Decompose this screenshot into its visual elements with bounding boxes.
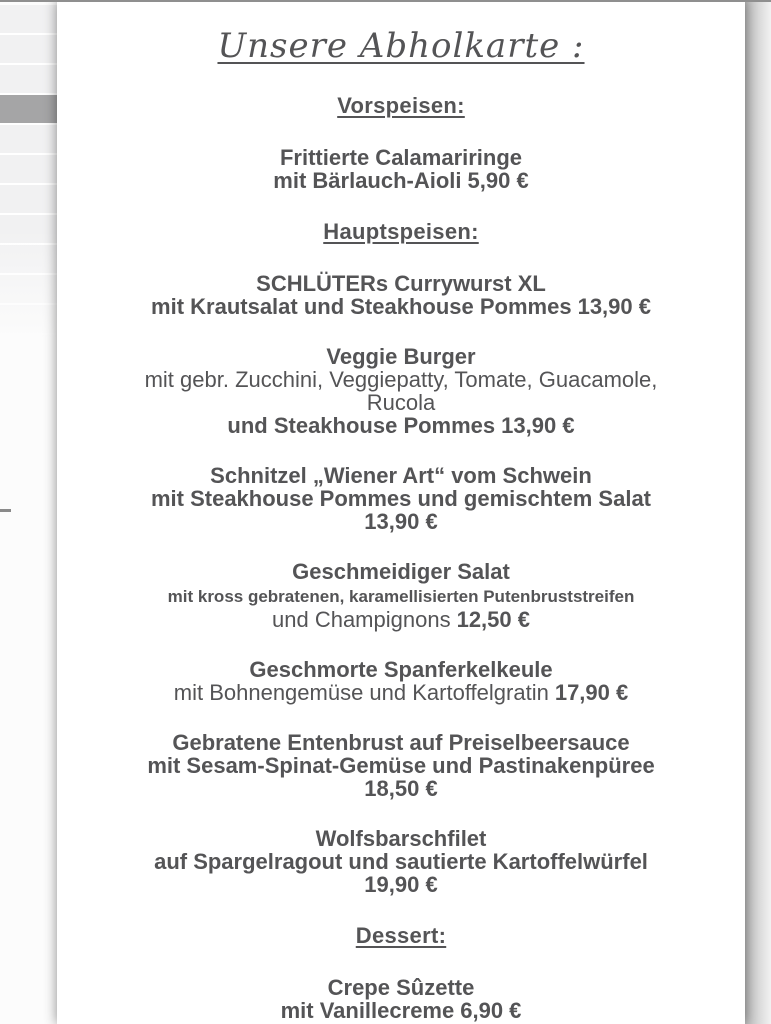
menu-line xyxy=(174,681,628,704)
menu-line xyxy=(168,560,635,583)
price: 13,90 € xyxy=(577,294,651,319)
menu-text: SCHLÜTERs Currywurst XL xyxy=(256,271,546,296)
price: 13,90 € xyxy=(501,413,575,438)
menu-line xyxy=(168,583,635,608)
right-page-shadow xyxy=(745,0,771,1024)
section-heading: Hauptspeisen: xyxy=(323,219,479,244)
menu-text: mit Bärlauch-Aioli xyxy=(273,168,462,193)
menu-item xyxy=(154,827,648,896)
price: 18,50 € xyxy=(364,776,438,801)
menu-text: mit gebr. Zucchini, Veggiepatty, Tomate, Guacamole, xyxy=(144,367,658,392)
menu-text: Geschmeidiger Salat xyxy=(292,559,510,584)
menu-line xyxy=(145,414,658,437)
background-left-panel xyxy=(0,0,57,1024)
menu-line xyxy=(154,827,648,850)
menu-text: mit kross gebratenen, karamellisierten Putenbruststreifen xyxy=(167,587,635,606)
menu-line xyxy=(147,731,654,754)
price: 5,90 € xyxy=(467,168,529,193)
menu-text: mit Sesam-Spinat-Gemüse und Pastinakenpüree xyxy=(147,753,655,778)
menu-page xyxy=(57,0,745,1024)
background-dash xyxy=(0,509,11,512)
menu-line xyxy=(151,295,651,318)
menu-line xyxy=(145,391,658,414)
menu-text: Gebratene Entenbrust auf Preiselbeersauce xyxy=(172,730,630,755)
menu-line xyxy=(147,777,654,800)
price: 19,90 € xyxy=(364,872,438,897)
menu-item xyxy=(168,560,635,631)
menu-line xyxy=(151,487,651,510)
menu-line xyxy=(154,873,648,896)
menu-item xyxy=(151,272,651,318)
page-title: Unsere Abholkarte : xyxy=(217,26,585,66)
menu-text: Veggie Burger xyxy=(326,344,476,369)
menu-line xyxy=(154,850,648,873)
section-heading: Vorspeisen: xyxy=(337,93,465,118)
menu-text: und Steakhouse Pommes xyxy=(227,413,496,438)
menu-line xyxy=(273,146,528,169)
price: 13,90 € xyxy=(364,509,438,534)
price: 6,90 € xyxy=(460,998,522,1023)
menu-text: Schnitzel „Wiener Art“ vom Schwein xyxy=(210,463,592,488)
menu-item xyxy=(151,464,651,533)
background-selected-row xyxy=(0,95,57,123)
menu-item xyxy=(145,345,658,437)
background-fade xyxy=(0,230,57,340)
menu-item xyxy=(147,731,654,800)
menu-line xyxy=(151,510,651,533)
menu-text: auf Spargelragout und sautierte Kartoffelwürfel xyxy=(154,849,648,874)
menu-line xyxy=(273,169,528,192)
menu-text: Wolfsbarschfilet xyxy=(315,826,487,851)
menu-text: Rucola xyxy=(366,390,436,415)
menu-text: mit Bohnengemüse und Kartoffelgratin xyxy=(173,680,549,705)
menu-line xyxy=(147,754,654,777)
menu-text: Crepe Sûzette xyxy=(327,975,475,1000)
top-border-line xyxy=(0,0,771,2)
menu-content xyxy=(57,0,745,1022)
menu-text: mit Krautsalat und Steakhouse Pommes xyxy=(151,294,572,319)
menu-line xyxy=(168,608,635,631)
menu-text: mit Vanillecreme xyxy=(280,998,455,1023)
menu-line xyxy=(151,272,651,295)
menu-item xyxy=(273,146,528,192)
menu-item xyxy=(281,976,522,1022)
menu-text: mit Steakhouse Pommes und gemischtem Salat xyxy=(150,486,652,511)
section-heading: Dessert: xyxy=(355,923,447,948)
menu-line xyxy=(281,999,522,1022)
menu-line xyxy=(151,464,651,487)
price: 12,50 € xyxy=(456,607,530,632)
menu-text: Geschmorte Spanferkelkeule xyxy=(249,657,553,682)
menu-line xyxy=(145,345,658,368)
menu-item xyxy=(174,658,628,704)
menu-text: und Champignons xyxy=(272,607,451,632)
menu-text: Frittierte Calamariringe xyxy=(279,145,523,170)
price: 17,90 € xyxy=(554,680,629,705)
menu-line xyxy=(145,368,658,391)
menu-line xyxy=(174,658,628,681)
menu-line xyxy=(281,976,522,999)
